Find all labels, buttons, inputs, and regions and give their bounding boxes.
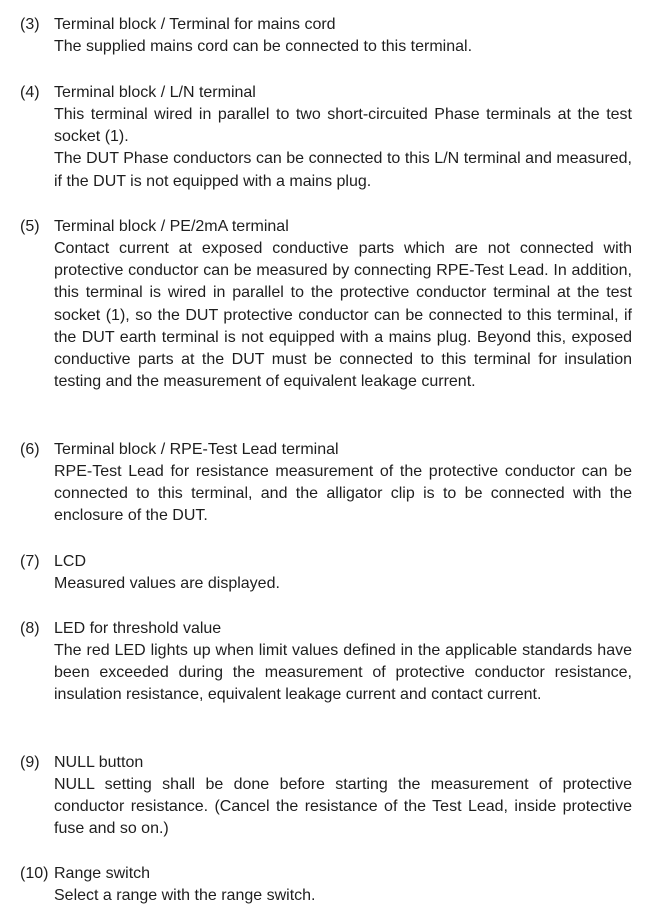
item-description <box>54 640 632 707</box>
item-title: LCD <box>54 553 87 570</box>
item-heading <box>20 618 632 640</box>
item-title: Range switch <box>54 865 151 882</box>
item-description <box>54 461 632 528</box>
item-heading <box>20 551 632 573</box>
item-number: (10) <box>20 865 49 882</box>
item-8 <box>20 618 632 707</box>
item-number: (9) <box>20 754 40 771</box>
item-number: (5) <box>20 218 40 235</box>
paragraph: RPE-Test Lead for resistance measurement of the protective conductor can be connected to this terminal, and the alligator clip is to be connected with the enclosure of the DUT. <box>54 463 632 525</box>
item-title: Terminal block / Terminal for mains cord <box>54 16 336 33</box>
item-number: (8) <box>20 620 40 637</box>
item-heading <box>20 82 632 104</box>
item-heading <box>20 216 632 238</box>
item-heading <box>20 863 632 885</box>
item-number: (3) <box>20 16 40 33</box>
item-title: NULL button <box>54 754 144 771</box>
paragraph: NULL setting shall be done before starting the measurement of protective conductor resistance. (Cancel the resistance of the Test Lead, inside protective fuse and so on.) <box>54 776 632 838</box>
item-title: Terminal block / L/N terminal <box>54 84 256 101</box>
paragraph: The DUT Phase conductors can be connected to this L/N terminal and measured, if the DUT is not equipped with a mains plug. <box>54 150 632 190</box>
item-description <box>54 774 632 841</box>
paragraph: Measured values are displayed. <box>54 575 280 592</box>
paragraph: The supplied mains cord can be connected to this terminal. <box>54 38 473 55</box>
item-heading <box>20 752 632 774</box>
item-4 <box>20 82 632 193</box>
item-5 <box>20 216 632 393</box>
item-heading <box>20 14 632 36</box>
paragraph: The red LED lights up when limit values defined in the applicable standards have been exceeded during the measurement of protective conductor resistance, insulation resistance, equivalent leakage current and contact current. <box>54 642 632 704</box>
item-description <box>54 104 632 193</box>
item-10 <box>20 863 632 907</box>
paragraph: This terminal wired in parallel to two short-circuited Phase terminals at the test socket (1). <box>54 106 632 146</box>
item-title: Terminal block / RPE-Test Lead terminal <box>54 441 339 458</box>
item-number: (4) <box>20 84 40 101</box>
item-3 <box>20 14 632 58</box>
item-description <box>54 36 632 58</box>
item-heading <box>20 439 632 461</box>
item-description <box>54 573 632 595</box>
paragraph: Select a range with the range switch. <box>54 887 316 904</box>
item-6 <box>20 439 632 528</box>
item-description <box>54 238 632 393</box>
item-description <box>54 885 632 907</box>
item-9 <box>20 752 632 841</box>
item-number: (7) <box>20 553 40 570</box>
item-title: LED for threshold value <box>54 620 222 637</box>
paragraph: Contact current at exposed conductive parts which are not connected with protective conductor can be measured by connecting RPE-Test Lead. In addition, this terminal is wired in parallel to the protective conductor terminal at the test socket (1), so the DUT protective conductor can be connected to this terminal, if the DUT earth terminal is not equipped with a mains plug. Beyond this, exposed conductive parts at the DUT must be connected to this terminal for insulation testing and the measurement of equivalent leakage current. <box>54 240 632 391</box>
item-7 <box>20 551 632 595</box>
item-title: Terminal block / PE/2mA terminal <box>54 218 289 235</box>
item-number: (6) <box>20 441 40 458</box>
